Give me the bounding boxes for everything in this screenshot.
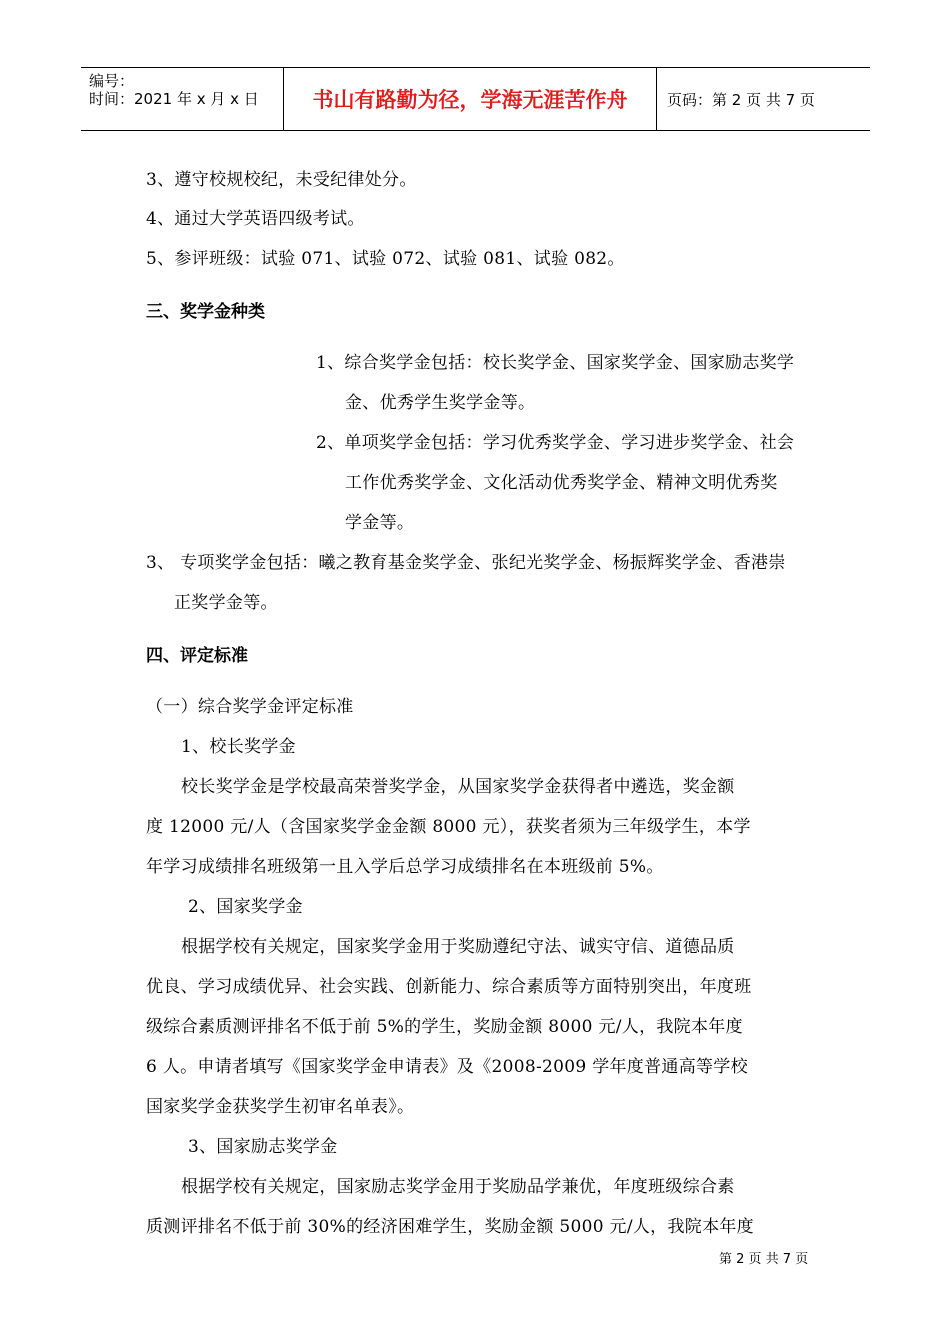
header-meta: [81, 68, 283, 130]
text-line: 学金等。: [345, 513, 415, 533]
doc-time-label: 时间：2021 年 x 月 x 日: [89, 90, 259, 108]
subsection-heading: （一）综合奖学金评定标准: [146, 697, 354, 717]
text-line: 3、国家励志奖学金: [188, 1137, 338, 1157]
section-heading: 四、评定标准: [146, 646, 248, 666]
text-line: 2、国家奖学金: [188, 897, 303, 917]
text-line: 优良、学习成绩优异、社会实践、创新能力、综合素质等方面特别突出，年度班: [146, 977, 752, 997]
text-line: 金、优秀学生奖学金等。: [345, 393, 536, 413]
text-line: 3、 专项奖学金包括：曦之教育基金奖学金、张纪光奖学金、杨振辉奖学金、香港崇: [146, 553, 786, 573]
text-line: 根据学校有关规定，国家奖学金用于奖励遵纪守法、诚实守信、道德品质: [181, 937, 735, 957]
text-line: 3、遵守校规校纪，未受纪律处分。: [146, 170, 417, 190]
section-heading: 三、奖学金种类: [146, 302, 265, 322]
text-line: 6 人。申请者填写《国家奖学金申请表》及《2008-2009 学年度普通高等学校: [146, 1057, 748, 1077]
text-line: 国家奖学金获奖学生初审名单表》。: [146, 1097, 415, 1117]
header-motto: 书山有路勤为径，学海无涯苦作舟: [283, 68, 657, 130]
text-line: 根据学校有关规定，国家励志奖学金用于奖励品学兼优，年度班级综合素: [181, 1177, 735, 1197]
page-footer: 第 2 页 共 7 页: [719, 1252, 809, 1267]
text-line: 质测评排名不低于前 30%的经济困难学生，奖励金额 5000 元/人，我院本年度: [146, 1217, 754, 1237]
text-line: 2、单项奖学金包括：学习优秀奖学金、学习进步奖学金、社会: [316, 433, 795, 453]
text-line: 5、参评班级：试验 071、试验 072、试验 081、试验 082。: [146, 249, 625, 269]
text-line: 年学习成绩排名班级第一且入学后总学习成绩排名在本班级前 5%。: [146, 857, 664, 877]
text-line: 度 12000 元/人（含国家奖学金金额 8000 元），获奖者须为三年级学生，本学: [146, 817, 751, 837]
text-line: 校长奖学金是学校最高荣誉奖学金，从国家奖学金获得者中遴选，奖金额: [181, 777, 735, 797]
text-line: 1、综合奖学金包括：校长奖学金、国家奖学金、国家励志奖学: [316, 353, 795, 373]
header-page-number: 页码：第 2 页 共 7 页: [667, 90, 815, 109]
text-line: 工作优秀奖学金、文化活动优秀奖学金、精神文明优秀奖: [345, 473, 778, 493]
text-line: 正奖学金等。: [174, 593, 278, 613]
page-header: [81, 67, 870, 131]
text-line: 1、校长奖学金: [181, 737, 296, 757]
doc-number-label: 编号：: [89, 72, 135, 90]
text-line: 4、通过大学英语四级考试。: [146, 209, 365, 229]
text-line: 级综合素质测评排名不低于前 5%的学生，奖励金额 8000 元/人，我院本年度: [146, 1017, 743, 1037]
